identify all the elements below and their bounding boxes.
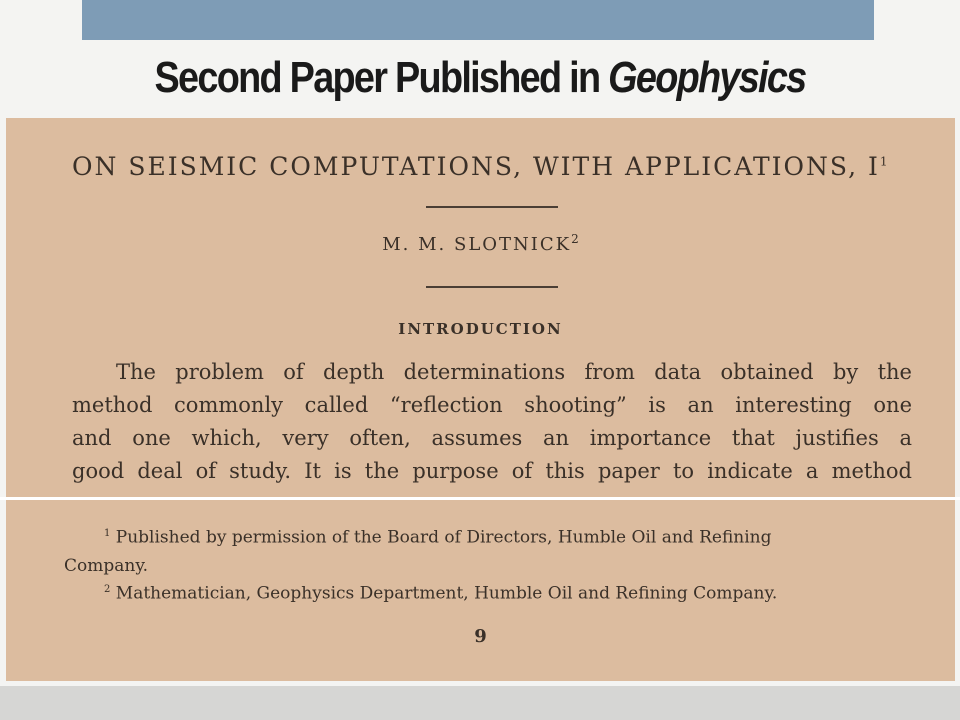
footnote-1 [64,520,904,580]
footnote-1-line-1 [64,520,904,552]
paper-scan-top [6,118,955,497]
paper-title [72,152,932,181]
slide-title-prefix: Second Paper Published in [154,53,609,102]
body-line: good deal of study. It is the purpose of this paper to indicate a method [72,459,912,483]
page-number: 9 [474,626,487,647]
footnote-1-mark: 1 [104,528,111,539]
body-line: and one which, very often, assumes an importance that justifies a [72,426,912,450]
section-heading: INTRODUCTION [398,320,563,338]
body-line: method commonly called “reflection shooting” is an interesting one [72,393,912,417]
paper-author [6,232,955,255]
paper-title-text: ON SEISMIC COMPUTATIONS, WITH APPLICATIONS, I [72,152,880,181]
author-rule [426,286,558,288]
footnote-1-line-2: Company. [64,555,149,576]
footnote-1-text: Published by permission of the Board of Directors, Humble Oil and Refining [115,527,772,548]
body-line: The problem of depth determinations from data obtained by the [116,360,912,384]
paper-body [72,356,912,488]
paper-scan-bottom [6,500,955,681]
footnote-2 [64,576,904,608]
footnote-2-text: Mathematician, Geophysics Department, Humble Oil and Refining Company. [115,583,778,604]
footnote-2-mark: 2 [104,584,111,595]
footnote-2-line-1 [64,576,904,608]
top-accent-bar [82,0,874,40]
paper-title-footnote-mark: 1 [879,154,888,169]
paper-author-footnote-mark: 2 [571,232,579,246]
paper-author-name: M. M. SLOTNICK [382,234,572,255]
slide-title [67,50,893,106]
title-rule [426,206,558,208]
bottom-strip [0,686,960,720]
slide-title-journal: Geophysics [608,53,806,102]
